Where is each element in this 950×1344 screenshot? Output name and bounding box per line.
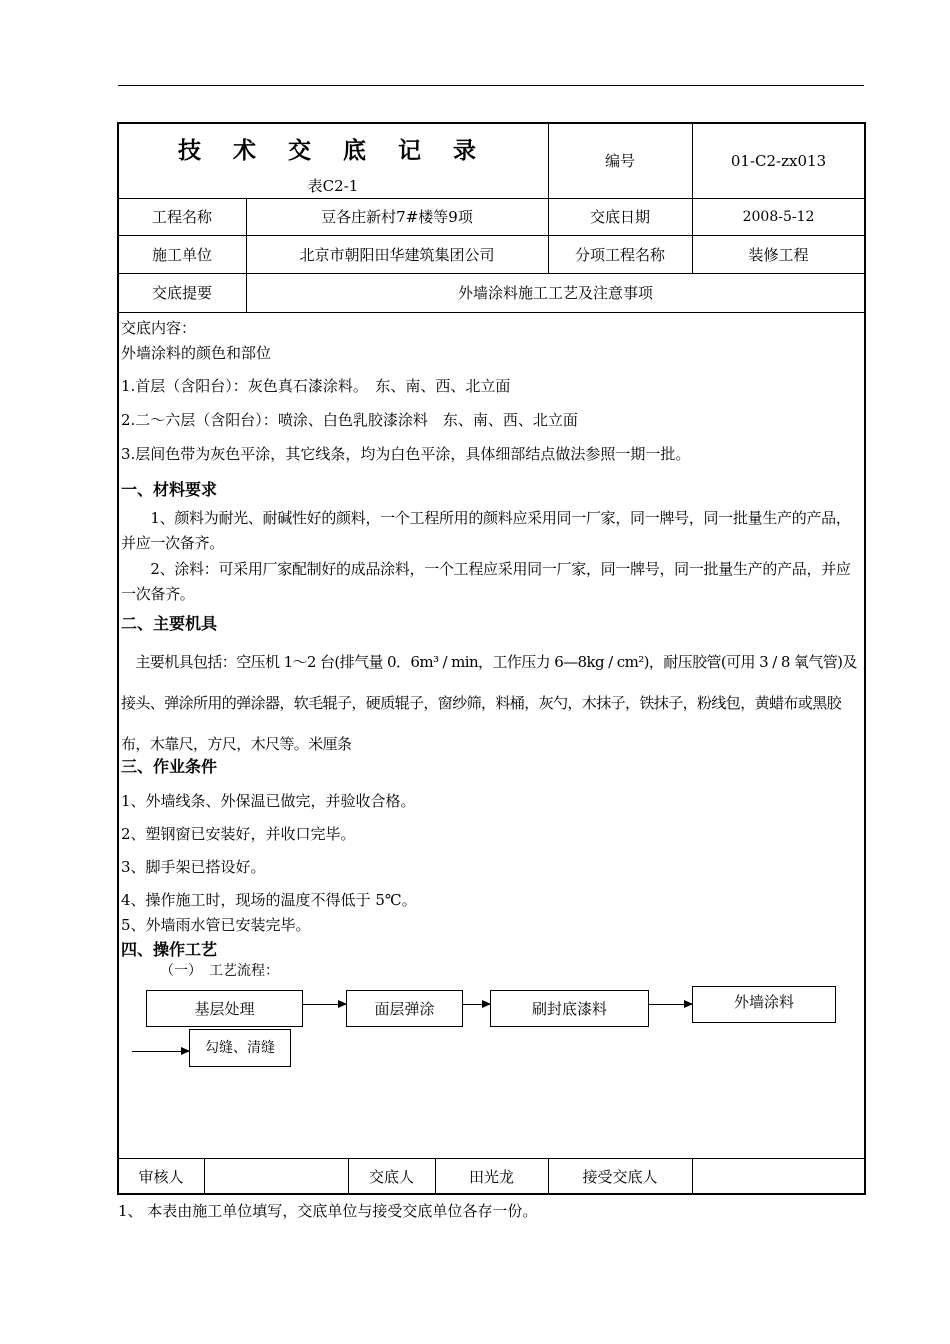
flow-step: 外墙涂料 (692, 986, 836, 1023)
unit-label: 施工单位 (151, 245, 212, 264)
condition-item: 3、脚手架已搭设好。 (121, 858, 266, 876)
flow-subheading: （一） 工艺流程： (160, 963, 279, 979)
paragraph: 1、颜料为耐光、耐碱性好的颜料，一个工程所用的颜料应采用同一厂家，同一牌号，同一批量生产的产品，并应一次备齐。 (121, 509, 851, 552)
flow-step: 面层弹涂 (346, 990, 463, 1027)
reviewer-label: 审核人 (138, 1167, 184, 1186)
flow-step: 刷封底漆料 (490, 990, 649, 1027)
date-label: 交底日期 (589, 208, 650, 226)
date-value: 2008-5-12 (742, 208, 815, 225)
summary-label: 交底提要 (151, 284, 212, 302)
project-value: 豆各庄新村7#楼等9项 (321, 208, 473, 226)
section-heading: 一、材料要求 (121, 480, 218, 499)
condition-item: 4、操作施工时，现场的温度不得低于 5℃。 (121, 891, 417, 909)
color-item: 2.二～六层（含阳台）：喷涂、白色乳胶漆涂料 东、南、西、北立面 (121, 411, 578, 429)
flow-arrow (463, 1004, 490, 1005)
document-title: 技 术 交 底 记 录 (177, 137, 489, 164)
flow-step: 勾缝、清缝 (189, 1029, 291, 1067)
subitem-label: 分项工程名称 (574, 245, 665, 264)
receiver-value (692, 1158, 865, 1194)
section-heading: 三、作业条件 (121, 757, 218, 776)
discloser-label: 交底人 (368, 1167, 414, 1186)
flow-step: 基层处理 (146, 990, 303, 1027)
section-heading: 二、主要机具 (121, 614, 218, 633)
content-heading: 交底内容： (121, 319, 197, 337)
section-heading: 四、操作工艺 (121, 940, 218, 959)
content-intro: 外墙涂料的颜色和部位 (121, 344, 272, 362)
condition-item: 2、塑钢窗已安装好，并收口完毕。 (121, 825, 356, 843)
paragraph: 主要机具包括：空压机 1～2 台(排气量 0．6m³ / min，工作压力 6—8kg / cm²)，耐压胶管(可用 3 / 8 氧气管)及接头、弹涂所用的弹涂器，软毛辊子，硬质辊子，窗纱筛，料桶，灰勺，木抹子，铁抹子，粉线包，黄蜡布或黑胶布，木靠尺，方尺，木尺等。米厘条 (121, 653, 857, 753)
color-item: 1.首层（含阳台）：灰色真石漆涂料。 东、南、西、北立面 (121, 377, 511, 395)
code-label: 编号 (604, 152, 635, 170)
discloser-value: 田光龙 (468, 1167, 514, 1186)
flow-arrow (132, 1051, 189, 1052)
unit-value: 北京市朝阳田华建筑集团公司 (299, 245, 495, 264)
project-label: 工程名称 (151, 208, 212, 226)
receiver-label: 接受交底人 (582, 1167, 658, 1186)
code-value: 01-C2-zx013 (730, 151, 827, 170)
subitem-value: 装修工程 (748, 245, 809, 264)
flow-arrow (303, 1004, 346, 1005)
top-rule (118, 85, 864, 86)
paragraph: 2、涂料：可采用厂家配制好的成品涂料，一个工程应采用同一厂家，同一牌号，同一批量生产的产品，并应一次备齐。 (121, 560, 851, 603)
reviewer-value (204, 1158, 348, 1194)
flow-arrow (649, 1004, 692, 1005)
condition-item: 1、外墙线条、外保温已做完，并验收合格。 (121, 792, 416, 810)
summary-value: 外墙涂料施工工艺及注意事项 (457, 284, 653, 302)
color-item: 3.层间色带为灰色平涂，其它线条，均为白色平涂，具体细部结点做法参照一期一批。 (121, 445, 691, 463)
condition-item: 5、外墙雨水管已安装完毕。 (121, 916, 311, 934)
form-number: 表C2-1 (307, 177, 359, 195)
row-divider (118, 312, 865, 313)
footnote: 1、 本表由施工单位填写，交底单位与接受交底单位各存一份。 (118, 1202, 538, 1220)
